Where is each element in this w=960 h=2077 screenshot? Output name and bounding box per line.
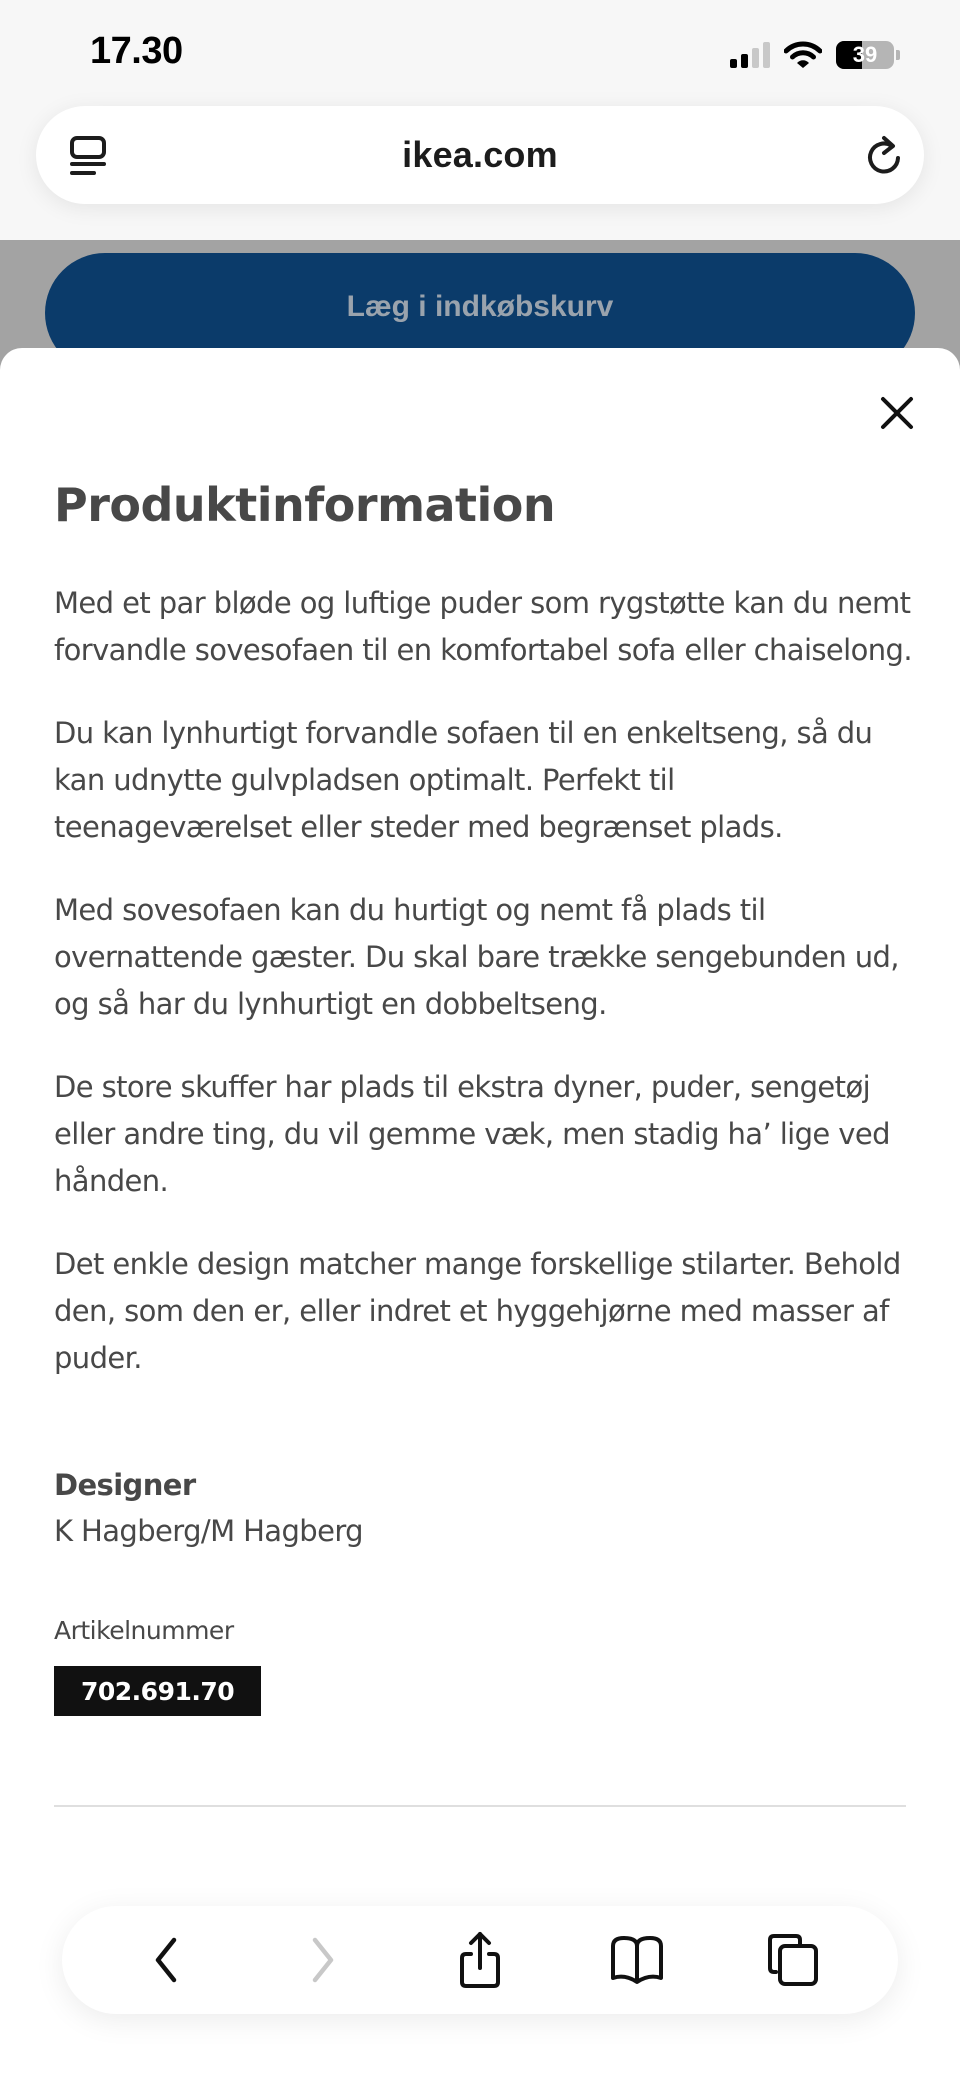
divider: [54, 1805, 906, 1807]
status-time: 17.30: [90, 30, 183, 72]
forward-button[interactable]: [291, 1928, 355, 1992]
designer-name: K Hagberg/M Hagberg: [54, 1514, 363, 1548]
sheet-title: Produktinformation: [54, 478, 556, 532]
description-paragraph: Du kan lynhurtigt forvandle sofaen til en enkeltseng, så du kan udnytte gulvpladsen optimalt. Perfekt til teenageværelset eller steder med begrænset plads.: [54, 716, 873, 844]
wifi-icon: [784, 41, 822, 69]
battery-tip: [896, 50, 900, 60]
designer-label: Designer: [54, 1468, 196, 1502]
article-number-badge: 702.691.70: [54, 1666, 261, 1716]
chevron-right-icon: [303, 1934, 343, 1986]
signal-icon: [730, 42, 770, 68]
chevron-left-icon: [146, 1934, 186, 1986]
product-info-sheet: [0, 348, 960, 2077]
book-icon: [607, 1934, 667, 1986]
product-description: [54, 580, 914, 1418]
add-to-cart-label: Læg i indkøbskurv: [346, 290, 614, 323]
browser-toolbar: [62, 1906, 898, 2014]
tabs-icon: [766, 1932, 822, 1988]
bookmarks-button[interactable]: [605, 1928, 669, 1992]
url-text[interactable]: ikea.com: [402, 134, 558, 175]
description-paragraph: Med et par bløde og luftige puder som rygstøtte kan du nemt forvandle sovesofaen til en komfortabel sofa eller chaiselong.: [54, 586, 912, 667]
reload-icon[interactable]: [862, 134, 906, 178]
description-paragraph: Med sovesofaen kan du hurtigt og nemt få plads til overnattende gæster. Du skal bare trække sengebunden ud, og så har du lynhurtigt en dobbeltseng.: [54, 893, 899, 1021]
description-paragraph: Det enkle design matcher mange forskellige stilarter. Behold den, som den er, eller indret et hyggehjørne med masser af puder.: [54, 1247, 901, 1375]
status-icons: [730, 38, 900, 72]
reader-mode-icon[interactable]: [66, 134, 110, 178]
description-paragraph: De store skuffer har plads til ekstra dyner, puder, sengetøj eller andre ting, du vil gemme væk, men stadig ha’ lige ved hånden.: [54, 1070, 890, 1198]
close-icon[interactable]: [874, 390, 920, 436]
share-button[interactable]: [448, 1928, 512, 1992]
share-icon: [456, 1930, 504, 1990]
back-button[interactable]: [134, 1928, 198, 1992]
address-bar[interactable]: [36, 106, 924, 204]
battery-percent: 39: [852, 42, 878, 67]
article-number-label: Artikelnummer: [54, 1616, 234, 1645]
status-bar: [0, 0, 960, 100]
battery-icon: [836, 41, 894, 69]
tabs-button[interactable]: [762, 1928, 826, 1992]
